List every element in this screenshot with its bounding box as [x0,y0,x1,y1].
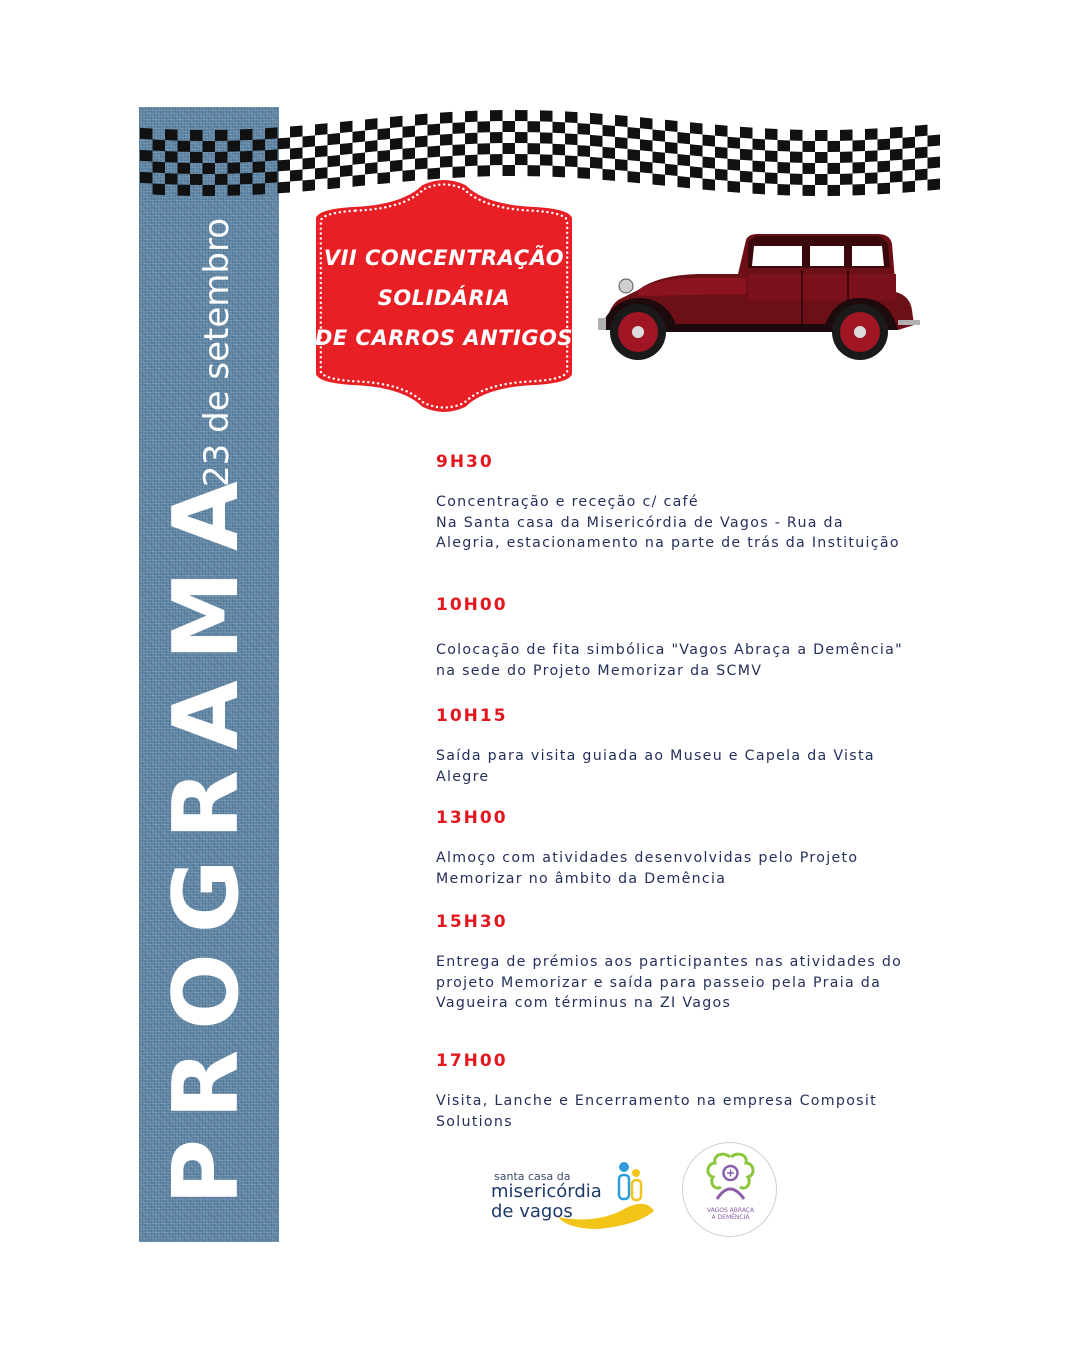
schedule-time: 15H30 [436,912,508,932]
flag-square [603,169,616,181]
flag-square [203,141,216,152]
flag-square [703,135,716,147]
flag-square [503,143,516,154]
vagos-abraca-logo-text [683,1207,778,1221]
flag-square [803,163,816,174]
event-date: 23 de setembro [197,218,237,487]
flag-square [815,152,828,163]
flag-square [215,174,228,185]
flag-square [378,128,391,140]
flag-square [153,140,166,152]
flag-square [140,128,153,140]
flag-square [215,130,228,141]
flag-square [528,143,541,154]
flag-square [890,127,903,139]
flag-square [765,128,778,140]
flag-square [615,115,628,127]
flag-square [590,135,603,147]
flag-square [765,172,778,184]
flag-square [390,160,403,172]
flag-square [665,120,678,132]
schedule-desc [436,1091,906,1132]
flag-square [640,161,653,173]
flag-square [190,130,203,141]
schedule-item [436,912,906,1014]
flag-square [353,152,366,164]
flag-square [553,122,566,134]
flag-square [903,159,916,171]
badge-line-2: SOLIDÁRIA [377,286,511,310]
flag-square [190,152,203,163]
flag-square [928,178,941,190]
flag-square [703,179,716,191]
flag-square [503,121,516,132]
schedule-item [436,706,906,787]
flag-square [753,161,766,173]
flag-square [478,121,491,132]
flag-square [540,154,553,165]
flag-square [915,125,928,137]
flag-square [215,152,228,163]
flag-square [253,183,266,195]
flag-square [728,181,741,193]
flag-square [828,163,841,174]
flag-square [740,127,753,139]
flag-square [515,154,528,165]
flag-square [865,172,878,184]
flag-square [440,134,453,146]
flag-square [328,133,341,145]
flag-square [715,147,728,159]
flag-square [728,137,741,149]
flag-square [403,148,416,160]
flag-square [315,123,328,135]
flag-square [653,174,666,186]
flag-square [853,140,866,151]
flag-square [778,140,791,151]
flag-square [415,136,428,148]
flag-square [178,163,191,174]
vad-line-2: A DEMÊNCIA [711,1214,750,1221]
flag-square [790,152,803,163]
flag-square [490,110,503,121]
flag-square [803,141,816,152]
flag-square [803,185,816,196]
flag-square [753,139,766,151]
schedule-desc-line: Colocação de fita simbólica "Vagos Abraça a Demência" na sede do Projeto Memorizar da SCMV [436,642,903,679]
flag-square [903,137,916,149]
schedule-desc-line: Visita, Lanche e Encerramento na empresa Composit Solutions [436,1093,877,1130]
flag-square [440,112,453,124]
schedule-desc [436,492,906,554]
flag-square [378,150,391,162]
flag-square [553,166,566,178]
flag-square [740,149,753,161]
flag-square [490,154,503,165]
schedule-time: 17H00 [436,1051,508,1071]
flag-square [453,144,466,156]
flag-square [490,132,503,143]
schedule-desc-line: Saída para visita guiada ao Museu e Capela da Vista Alegre [436,748,875,785]
flag-square [903,181,916,193]
flag-square [303,135,316,147]
flag-square [428,124,441,136]
flag-square [340,165,353,177]
flag-square [228,162,241,173]
flag-square [278,160,291,172]
flag-square [553,144,566,156]
flag-square [815,130,828,141]
flag-square [290,170,303,182]
flag-square [340,121,353,133]
schedule-time: 9H30 [436,452,494,472]
flag-square [665,164,678,176]
schedule-item [436,1051,906,1132]
flag-square [565,155,578,167]
flag-square [853,184,866,195]
schedule-desc [436,746,906,787]
flag-square [828,141,841,152]
flag-square [265,149,278,161]
flag-square [165,151,178,162]
badge-line-1: VII CONCENTRAÇÃO [323,246,565,270]
flag-square [303,157,316,169]
flag-square [678,176,691,188]
flag-square [653,152,666,164]
flag-square [865,150,878,162]
flag-square [528,121,541,132]
flag-square [703,157,716,169]
scmv-logo-line-3: de vagos [491,1201,573,1222]
flag-square [915,169,928,181]
flag-square [478,143,491,154]
flag-square [890,171,903,183]
flag-square [628,171,641,183]
flag-square [190,174,203,185]
flag-square [465,155,478,167]
flag-square [678,132,691,144]
flag-square [165,129,178,140]
vagos-abraca-logo [682,1142,777,1237]
flag-square [928,134,941,146]
schedule-desc-line: Entrega de prémios aos participantes nas atividades do projeto Memorizar e saída para passeio pela Praia da Vagueira com términus na ZI Vagos [436,954,903,1012]
scmv-logo-line-2: misericórdia [491,1181,602,1202]
flag-square [403,126,416,138]
flag-square [278,138,291,150]
badge-text [313,238,575,358]
flag-square [465,111,478,123]
flag-square [590,157,603,169]
flag-square [628,127,641,139]
schedule-desc-line: Na Santa casa da Misericórdia de Vagos - Rua da Alegria, estacionamento na parte de trás da Instituição [436,514,900,552]
flag-square [390,138,403,150]
vad-line-1: VAGOS ABRAÇA [706,1207,755,1214]
flag-square [578,167,591,179]
flag-square [203,185,216,196]
flag-square [715,169,728,181]
flag-square [665,142,678,154]
flag-square [340,143,353,155]
flag-square [928,156,941,168]
flag-square [565,111,578,123]
flag-square [253,161,266,173]
flag-square [790,174,803,185]
flag-square [440,156,453,168]
vagos-abraca-logo-icon [703,1151,758,1206]
flag-square [140,150,153,162]
flag-square [690,144,703,156]
flag-square [240,129,253,141]
flag-square [290,126,303,138]
flag-square [878,139,891,151]
flag-square [603,147,616,159]
flag-square [178,185,191,196]
flag-square [715,125,728,137]
flag-square [865,128,878,140]
flag-square [615,159,628,171]
flag-square [840,151,853,162]
flag-square [690,122,703,134]
flag-square [515,110,528,121]
flag-square [415,158,428,170]
flag-square [228,140,241,151]
vintage-car-icon [598,230,920,365]
flag-square [290,148,303,160]
scmv-logo-line-1: santa casa da [494,1170,571,1183]
flag-square [240,151,253,163]
flag-square [365,162,378,174]
flag-square [753,183,766,195]
flag-square [615,137,628,149]
flag-square [840,173,853,184]
flag-square [778,162,791,173]
flag-square [365,118,378,130]
flag-square [278,182,291,194]
flag-square [353,130,366,142]
flag-square [590,113,603,125]
schedule-time: 13H00 [436,808,508,828]
flag-square [153,162,166,174]
flag-square [528,165,541,176]
flag-square [778,184,791,195]
flag-square [540,110,553,121]
flag-square [540,132,553,143]
flag-square [828,185,841,196]
flag-square [678,154,691,166]
flag-square [140,172,153,184]
flag-square [453,166,466,178]
flag-square [203,163,216,174]
schedule-desc [436,640,906,681]
schedule-item [436,452,906,554]
programa-title: PROGRAMA [154,461,259,1205]
flag-square [728,159,741,171]
flag-square [603,125,616,137]
flag-square [315,145,328,157]
flag-square [915,147,928,159]
flag-square [228,184,241,195]
flag-square [740,171,753,183]
schedule-desc-line: Concentração e receção c/ café [436,494,699,510]
flag-square [653,130,666,142]
flag-square [165,173,178,184]
schedule-time: 10H00 [436,595,508,615]
flag-square [578,123,591,135]
flag-square [415,114,428,126]
flag-square [515,132,528,143]
schedule-desc [436,952,906,1014]
flag-square [253,139,266,151]
flag-square [578,145,591,157]
flag-square [878,161,891,173]
schedule-desc [436,848,906,889]
flag-square [265,127,278,139]
flag-square [503,165,516,176]
badge-line-3: DE CARROS ANTIGOS [314,326,574,350]
schedule-desc-line: Almoço com atividades desenvolvidas pelo Projeto Memorizar no âmbito da Demência [436,850,859,887]
flag-square [690,166,703,178]
flag-square [328,155,341,167]
flag-square [453,122,466,134]
flag-square [178,141,191,152]
flag-square [640,139,653,151]
flag-square [240,173,253,185]
flag-square [878,183,891,195]
flag-square [890,149,903,161]
flag-square [640,117,653,129]
flag-square [365,140,378,152]
schedule-item [436,808,906,889]
flag-square [265,171,278,183]
flag-square [478,165,491,176]
flag-square [840,129,853,140]
flag-square [790,130,803,141]
flag-square [390,116,403,128]
flag-square [153,184,166,196]
flag-square [465,133,478,145]
flag-square [565,133,578,145]
flag-square [428,146,441,158]
flag-square [815,174,828,185]
schedule-time: 10H15 [436,706,508,726]
flag-square [628,149,641,161]
flag-square [765,150,778,162]
schedule-item [436,595,906,681]
flag-square [853,162,866,173]
